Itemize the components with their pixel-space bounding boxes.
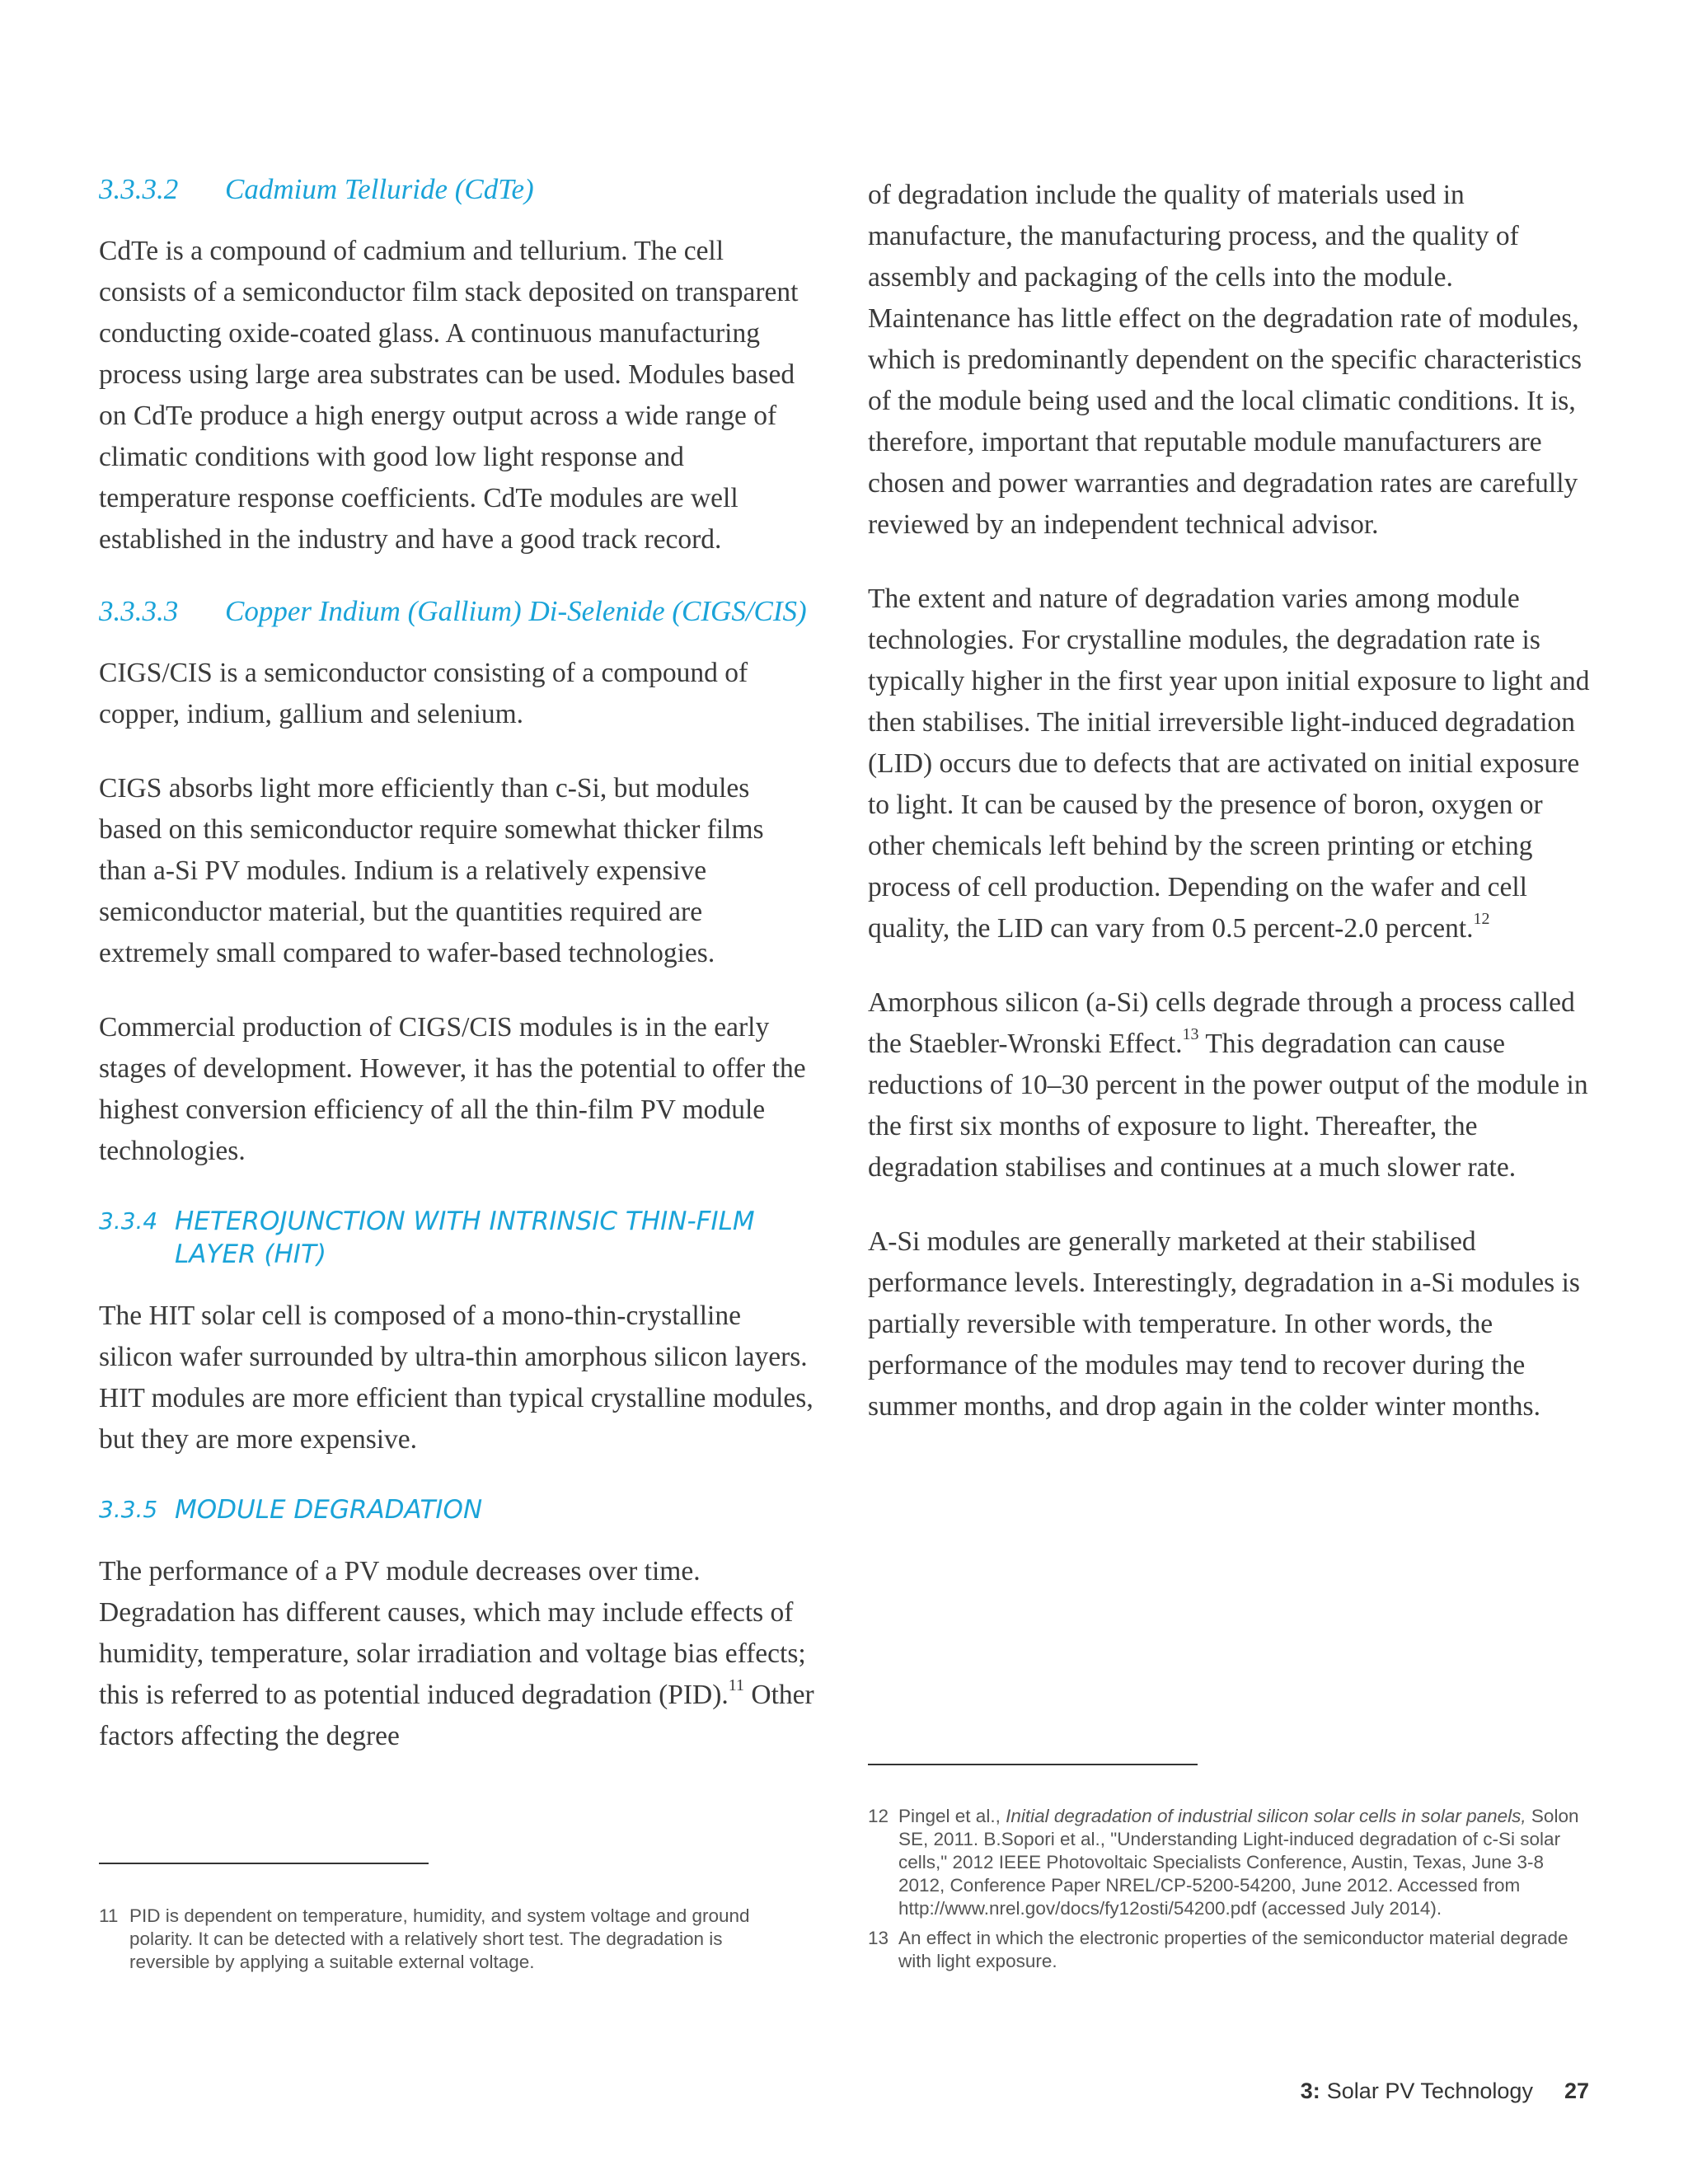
footnote-ref-12[interactable]: 12: [1473, 909, 1490, 928]
footnote-text: PID is dependent on temperature, humidity, and system voltage and ground polarity. It can be detected with a relatively short test. The degradation is reversible by applying a suitable external voltage.: [129, 1905, 750, 1972]
heading-title: MODULE DEGRADATION: [175, 1495, 483, 1525]
paragraph-degradation-cont: of degradation include the quality of materials used in manufacture, the manufacturing process, and the quality of assembly and packaging of the cells into the module. Maintenance has little effect on the degradation rate of modules, which is predominantly dependent on the specific characteristics of the module being used and the local climatic conditions. It is, therefore, important that reputable module manufacturers are chosen and power warranties and degradation rates are carefully reviewed by an independent technical advisor.: [868, 180, 1582, 540]
heading-title: Copper Indium (Gallium) Di-Selenide (CIGS/CIS): [225, 595, 807, 627]
heading-degradation: [99, 1493, 816, 1526]
footnote-11: [99, 1905, 808, 1974]
footnote-ref-13[interactable]: 13: [1182, 1024, 1199, 1043]
paragraph-degradation: [99, 1551, 816, 1757]
heading-number: 3.3.3.3: [99, 595, 179, 627]
heading-cdte: [99, 173, 816, 206]
paragraph-cigs-1: CIGS/CIS is a semiconductor consisting of a compound of copper, indium, gallium and selenium.: [99, 658, 748, 729]
paragraph-amorphous: [868, 982, 1601, 1188]
heading-number: 3.3.5: [99, 1496, 158, 1523]
heading-title: Cadmium Telluride (CdTe): [225, 173, 534, 205]
footnote-number: 11: [99, 1905, 119, 1926]
footnote-divider-left: [99, 1863, 429, 1864]
footnote-text-post: Solon SE, 2011. B.Sopori et al., "Understanding Light-induced degradation of c-Si solar cells," 2012 IEEE Photovoltaic Specialists Conference, Austin, Texas, June 3-8 2012, Conference Paper NREL/CP-5200-54200, June 2012. Accessed from http://www.nrel.gov/docs/fy12osti/54200.pdf (accessed July 2014).: [898, 1806, 1579, 1919]
footnote-text-pre: Pingel et al.,: [898, 1806, 1006, 1826]
heading-hit: [99, 1205, 816, 1271]
footnote-cited-title: Initial degradation of industrial silicon solar cells in solar panels,: [1006, 1806, 1526, 1826]
right-column: [868, 175, 1601, 1460]
left-column: [99, 173, 816, 1790]
footnote-text: [898, 1805, 1593, 1920]
paragraph-asi: A-Si modules are generally marketed at their stabilised performance levels. Interestingly, degradation in a-Si modules is partially reversible with temperature. In other words, the performance of the modules may tend to recover during the summer months, and drop again in the colder winter months.: [868, 1226, 1580, 1422]
heading-number: 3.3.4: [99, 1207, 158, 1235]
paragraph-crystalline: [868, 579, 1601, 949]
footnotes-left: [99, 1905, 808, 1980]
chapter-number: 3:: [1300, 2079, 1320, 2103]
heading-title: HETEROJUNCTION WITH INTRINSIC THIN-FILM LAYER (HIT): [175, 1207, 755, 1269]
footnote-13: [868, 1927, 1593, 1973]
paragraph-text-tail: Other factors affecting the degree: [99, 1680, 814, 1751]
footnote-12: [868, 1805, 1593, 1920]
paragraph-cigs-2: CIGS absorbs light more efficiently than c-Si, but modules based on this semiconductor require somewhat thicker films than a-Si PV modules. Indium is a relatively expensive semiconductor material, but the quantities required are extremely small compared to wafer-based technologies.: [99, 773, 764, 968]
paragraph-text: Amorphous silicon (a-Si) cells degrade through a process called the Staebler-Wronski Effect.: [868, 987, 1575, 1059]
footnote-number: 12: [868, 1806, 889, 1826]
paragraph-cigs-3: Commercial production of CIGS/CIS modules is in the early stages of development. However, it has the potential to offer the highest conversion efficiency of all the thin-film PV module technologies.: [99, 1012, 806, 1166]
heading-cigs: [99, 595, 816, 628]
paragraph-hit: The HIT solar cell is composed of a mono-thin-crystalline silicon wafer surrounded by ultra-thin amorphous silicon layers. HIT modules are more efficient than typical crystalline modules, but they are more expensive.: [99, 1301, 814, 1455]
paragraph-text: The performance of a PV module decreases over time. Degradation has different causes, which may include effects of humidity, temperature, solar irradiation and voltage bias effects; this is referred to as potential induced degradation (PID).: [99, 1556, 806, 1710]
paragraph-text-tail: This degradation can cause reductions of 10–30 percent in the power output of the module in the first six months of exposure to light. Thereafter, the degradation stabilises and continues at a much slower rate.: [868, 1029, 1588, 1183]
paragraph-cdte: CdTe is a compound of cadmium and tellurium. The cell consists of a semiconductor film stack deposited on transparent conducting oxide-coated glass. A continuous manufacturing process using large area substrates can be used. Modules based on CdTe produce a high energy output across a wide range of climatic conditions with good low light response and temperature response coefficients. CdTe modules are well established in the industry and have a good track record.: [99, 236, 799, 555]
chapter-title: Solar PV Technology: [1326, 2079, 1533, 2103]
paragraph-text: The extent and nature of degradation varies among module technologies. For crystalline modules, the degradation rate is typically higher in the first year upon initial exposure to light and then stabilises. The initial irreversible light-induced degradation (LID) occurs due to defects that are activated on initial exposure to light. It can be caused by the presence of boron, oxygen or other chemicals left behind by the screen printing or etching process of cell production. Depending on the wafer and cell quality, the LID can vary from 0.5 percent-2.0 percent.: [868, 583, 1590, 944]
footnote-divider-right: [868, 1764, 1198, 1765]
footnote-ref-11[interactable]: 11: [728, 1675, 745, 1694]
footnotes-right: [868, 1805, 1593, 1980]
footnote-number: 13: [868, 1928, 889, 1948]
footnote-text: An effect in which the electronic properties of the semiconductor material degrade with light exposure.: [898, 1928, 1568, 1971]
heading-number: 3.3.3.2: [99, 173, 179, 205]
page-number: 27: [1564, 2079, 1589, 2103]
page-footer: [1301, 2079, 1589, 2104]
